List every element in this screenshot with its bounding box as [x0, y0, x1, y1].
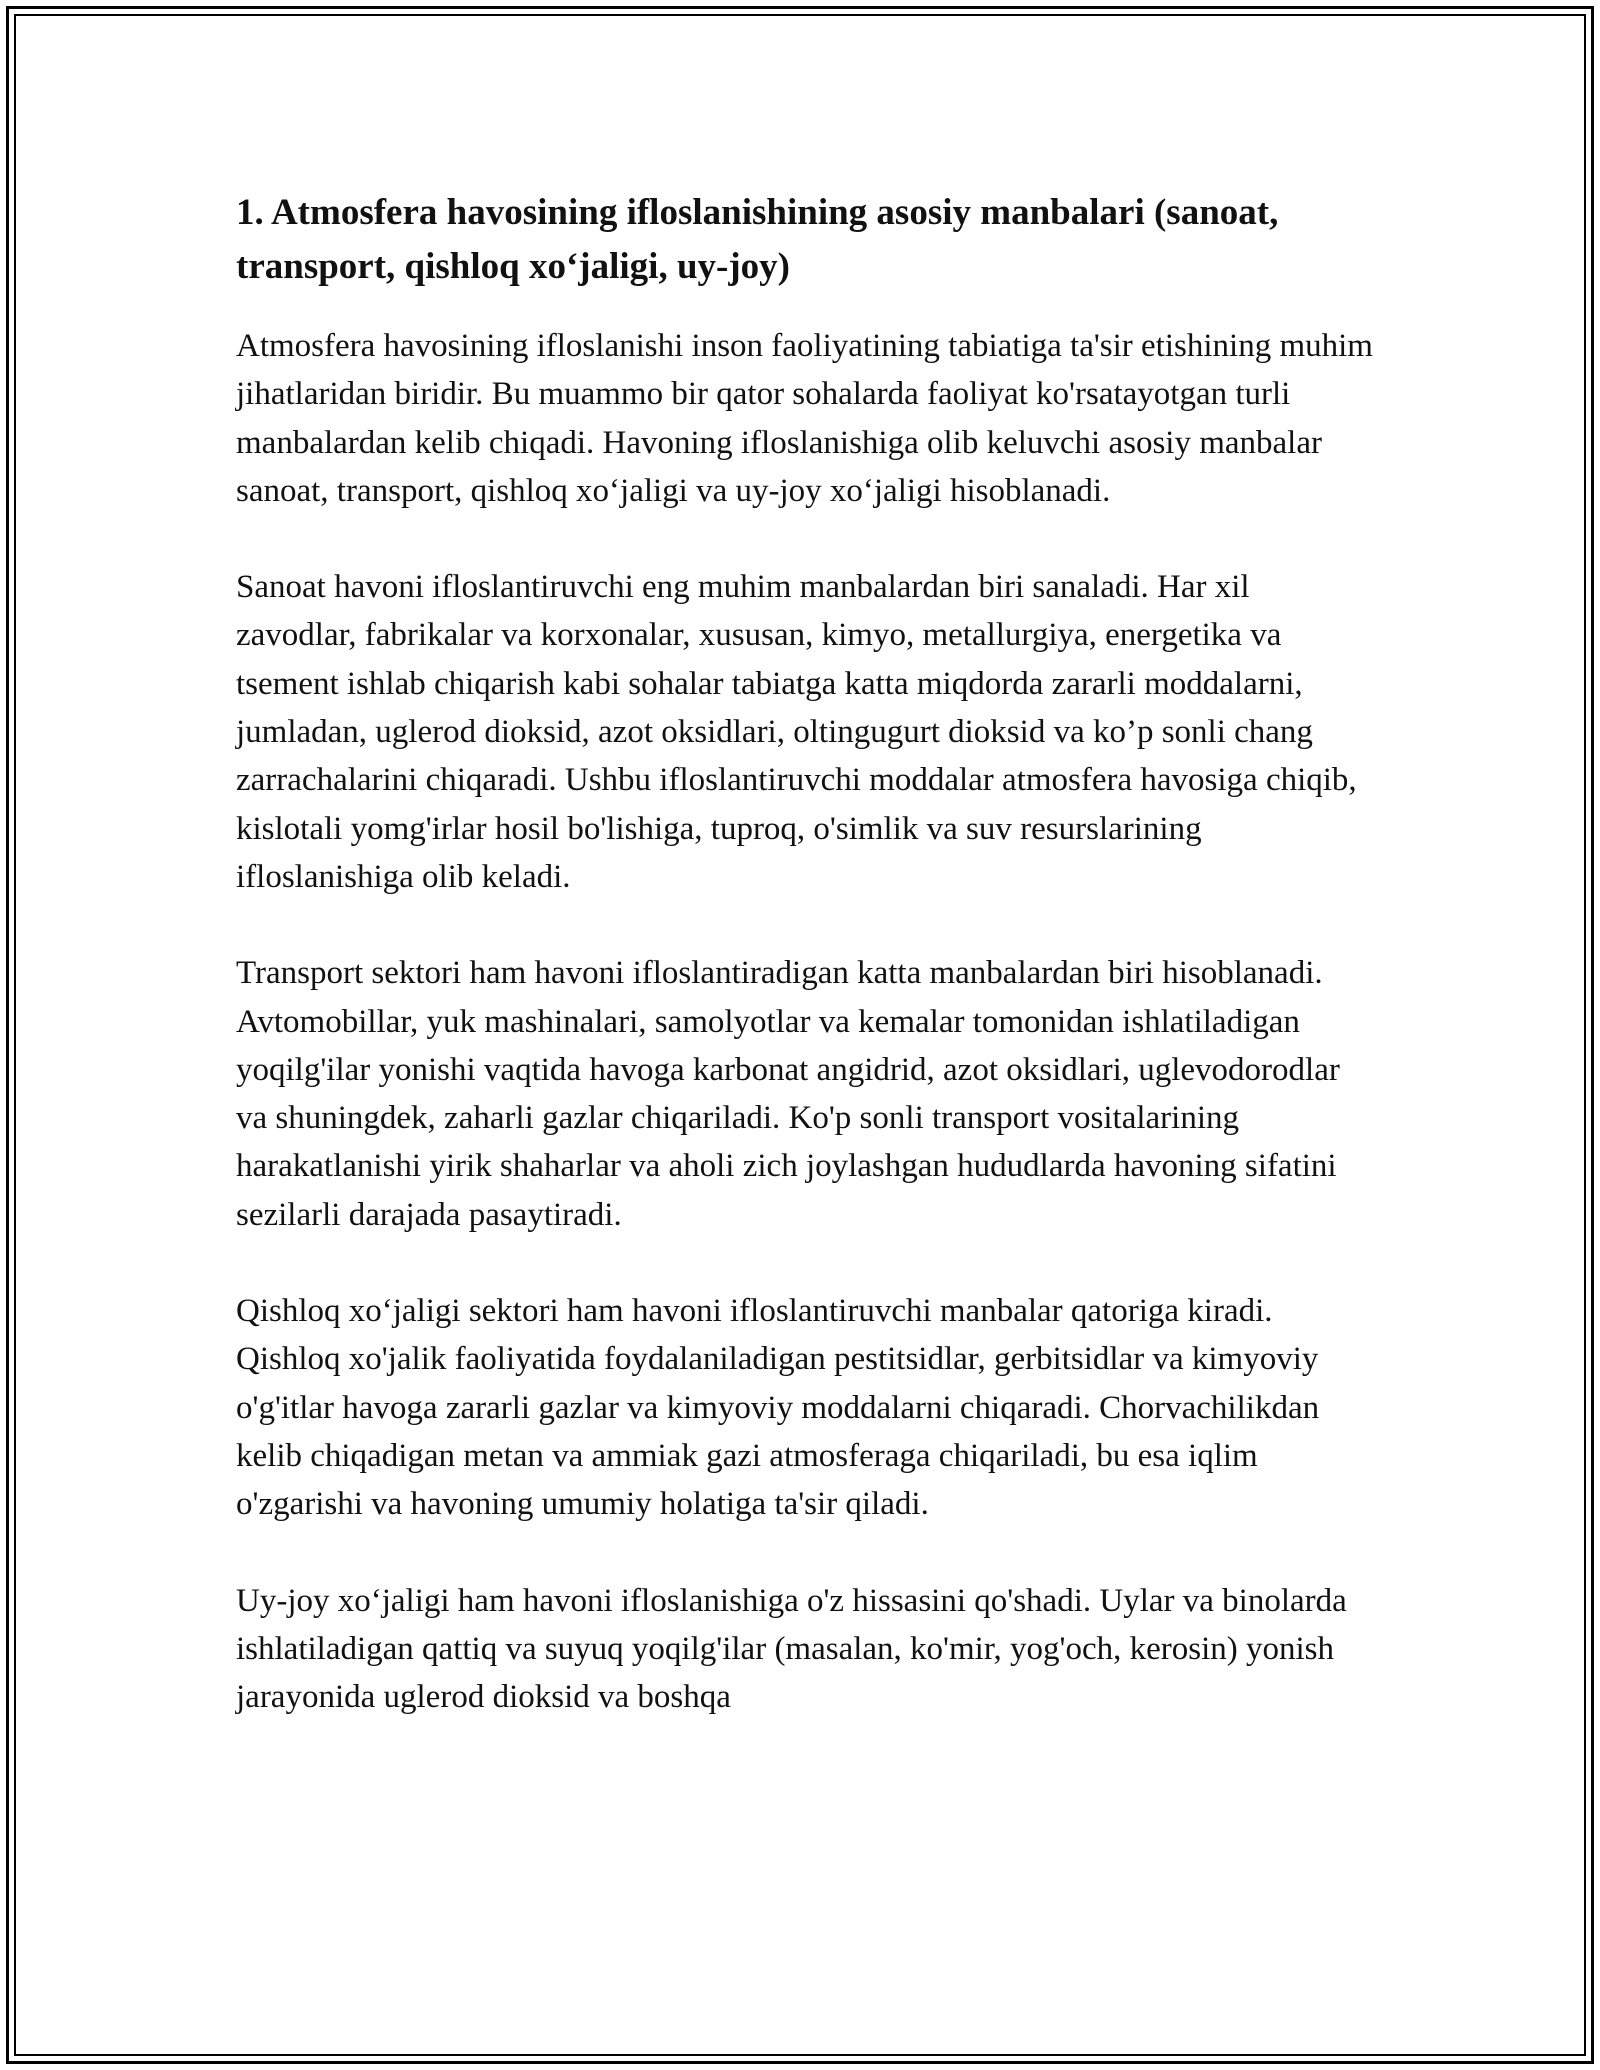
- paragraph-introduction: Atmosfera havosining ifloslanishi inson faoliyatining tabiatiga ta'sir etishining muhim jihatlaridan biridir. Bu muammo bir qator sohalarda faoliyat ko'rsatayotgan turli manbalardan kelib chiqadi. Havoning ifloslanishiga olib keluvchi asosiy manbalar sanoat, transport, qishloq xo‘jaligi va uy-joy xo‘jaligi hisoblanadi.: [236, 328, 1373, 509]
- paragraph-agriculture: Qishloq xo‘jaligi sektori ham havoni ifloslantiruvchi manbalar qatoriga kiradi. Qishloq xo'jalik faoliyatida foydalaniladigan pestitsidlar, gerbitsidlar va kimyoviy o'g'itlar havoga zararli gazlar va kimyoviy moddalarni chiqaradi. Chorvachilikdan kelib chiqadigan metan va ammiak gazi atmosferaga chiqariladi, bu esa iqlim o'zgarishi va havoning umumiy holatiga ta'sir qiladi.: [236, 1293, 1320, 1523]
- paragraph-industry: Sanoat havoni ifloslantiruvchi eng muhim manbalardan biri sanaladi. Har xil zavodlar, fabrikalar va korxonalar, xususan, kimyo, metallurgiya, energetika va tsement ishlab chiqarish kabi sohalar tabiatga katta miqdorda zararli moddalarni, jumladan, uglerod dioksid, azot oksidlari, oltingugurt dioksid va ko’p sonli chang zarrachalarini chiqaradi. Ushbu ifloslantiruvchi moddalar atmosfera havosiga chiqib, kislotali yomg'irlar hosil bo'lishiga, tuproq, o'simlik va suv resurslarining ifloslanishiga olib keladi.: [236, 569, 1357, 895]
- paragraph-transport: Transport sektori ham havoni ifloslantiradigan katta manbalardan biri hisoblanadi. Avtomobillar, yuk mashinalari, samolyotlar va kemalar tomonidan ishlatiladigan yoqilg'ilar yonishi vaqtida havoga karbonat angidrid, azot oksidlari, uglevodorodlar va shuningdek, zaharli gazlar chiqariladi. Ko'p sonli transport vositalarining harakatlanishi yirik shaharlar va aholi zich joylashgan hududlarda havoning sifatini sezilarli darajada pasaytiradi.: [236, 955, 1340, 1233]
- document-body: [236, 186, 1376, 1721]
- section-heading: 1. Atmosfera havosining ifloslanishining asosiy manbalari (sanoat, transport, qishloq xo‘jaligi, uy-joy): [236, 192, 1279, 287]
- paragraph-housing: Uy-joy xo‘jaligi ham havoni ifloslanishiga o'z hissasini qo'shadi. Uylar va binolarda ishlatiladigan qattiq va suyuq yoqilg'ilar (masalan, ko'mir, yog'och, kerosin) yonish jarayonida uglerod dioksid va boshqa: [236, 1582, 1347, 1716]
